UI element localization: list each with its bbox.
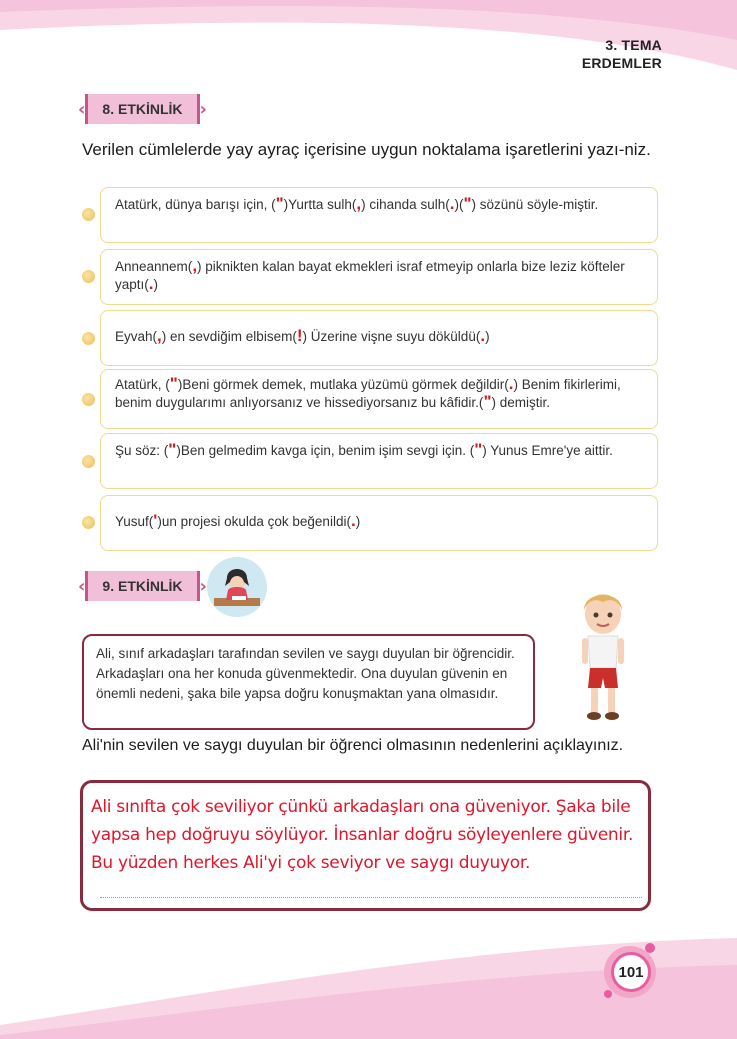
- theme-header: [582, 36, 662, 72]
- answer-mark: ": [483, 392, 492, 411]
- answer-mark: ": [168, 440, 177, 459]
- activity-8-title: 8. ETKİNLİK: [85, 94, 199, 124]
- sentence-item-5: Şu söz: (")Ben gelmedim kavga için, benim işim sevgi için. (") Yunus Emre'ye aittir.: [100, 433, 658, 489]
- handwritten-answer: Ali sınıfta çok seviliyor çünkü arkadaşları ona güveniyor. Şaka bile yapsa hep doğruyu söylüyor. İnsanlar doğru söyleyenlere güvenir. Bu yüzden herkes Ali'yi çok seviyor ve saygı duyuyor.: [91, 797, 634, 873]
- answer-mark: ': [153, 511, 158, 530]
- sentence-item-6: Yusuf(')un projesi okulda çok beğenildi(.): [100, 495, 658, 551]
- theme-number: 3. TEMA: [605, 37, 662, 53]
- bullet-dot: [82, 332, 95, 345]
- bullet-dot: [82, 270, 95, 283]
- answer-mark: !: [296, 326, 303, 345]
- answer-box: [80, 780, 651, 911]
- answer-mark: ": [169, 374, 178, 393]
- answer-dotted-line: [100, 897, 642, 898]
- activity-8-instruction: Verilen cümlelerde yay ayraç içerisine uygun noktalama işaretlerini yazı-niz.: [82, 140, 651, 159]
- answer-mark: ,: [157, 326, 162, 345]
- answer-mark: .: [480, 326, 486, 345]
- bullet-dot: [82, 208, 95, 221]
- boy-character-illustration: [572, 588, 634, 724]
- bullet-dot: [82, 393, 95, 406]
- activity-9-question: Ali'nin sevilen ve saygı duyulan bir öğrenci olmasının nedenlerini açıklayınız.: [82, 737, 624, 754]
- answer-mark: ,: [192, 256, 198, 275]
- theme-name: ERDEMLER: [581, 55, 662, 71]
- answer-mark: .: [449, 194, 455, 213]
- girl-reading-illustration: [206, 556, 268, 618]
- answer-mark: .: [508, 374, 514, 393]
- sentence-item-1: Atatürk, dünya barışı için, (")Yurtta sulh(,) cihanda sulh(.)(") sözünü söyle-miştir.: [100, 187, 658, 243]
- answer-mark: .: [148, 274, 154, 293]
- answer-mark: ": [463, 194, 472, 213]
- sentence-item-2: Anneannem(,) piknikten kalan bayat ekmekleri israf etmeyip onlarla bize leziz köfteler yaptı(.): [100, 249, 658, 305]
- story-box: [82, 634, 535, 730]
- activity-9-badge: ‹ 9. ETKİNLİK ›: [78, 566, 207, 606]
- answer-mark: ": [474, 440, 483, 459]
- answer-mark: ,: [356, 194, 362, 213]
- sentence-item-3: Eyvah(,) en sevdiğim elbisem(!) Üzerine vişne suyu döküldü(.): [100, 310, 658, 366]
- bullet-dot: [82, 455, 95, 468]
- activity-9-title: 9. ETKİNLİK: [85, 571, 199, 601]
- activity-8-badge: ‹ 8. ETKİNLİK ›: [78, 89, 207, 129]
- sentence-item-4: Atatürk, (")Beni görmek demek, mutlaka yüzümü görmek değildir(.) Benim fikirlerimi, benim duygularımı anlıyorsanız ve hissediyorsanız bu kâfidir.(") demiştir.: [100, 369, 658, 429]
- page-number: 101: [611, 952, 651, 992]
- bullet-dot: [82, 516, 95, 529]
- story-text: Ali, sınıf arkadaşları tarafından sevilen ve saygı duyulan bir öğrencidir. Arkadaşları ona her konuda güvenmektedir. Ona duyulan güvenin en önemli nedeni, şaka bile yapsa doğru konuşmaktan yana olmasıdır.: [96, 646, 515, 701]
- answer-mark: ": [275, 194, 284, 213]
- answer-mark: .: [350, 511, 356, 530]
